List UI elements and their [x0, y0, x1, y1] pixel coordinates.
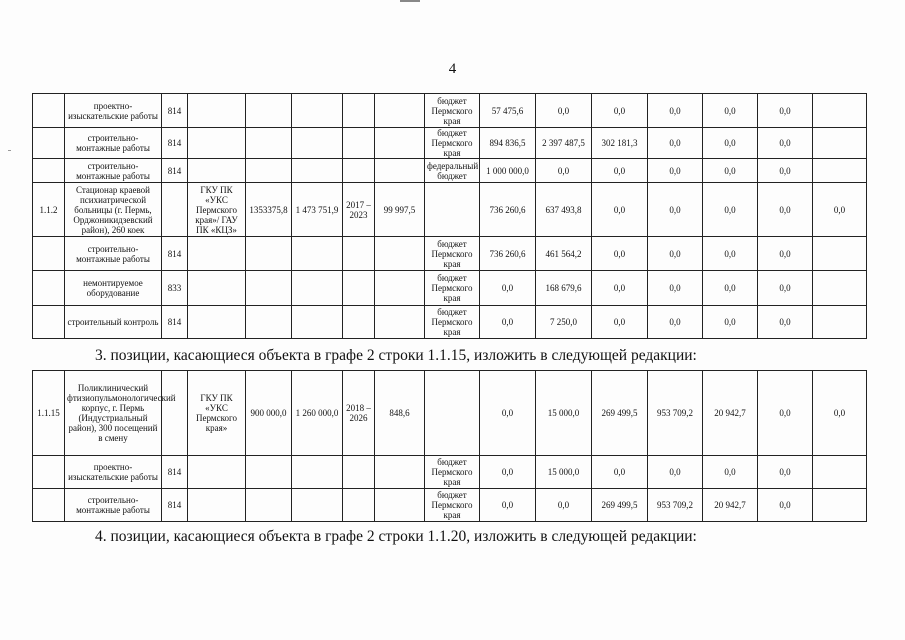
- table-cell: 0,0: [648, 183, 703, 237]
- scan-edge-mark: [8, 150, 11, 151]
- table-cell: строительно-монтажные работы: [65, 237, 162, 271]
- table-cell: бюджет Пермского края: [425, 456, 480, 489]
- table-cell: 168 679,6: [536, 271, 592, 306]
- section-3-heading: 3. позиции, касающиеся объекта в графе 2 строки 1.1.15, изложить в следующей редакции:: [95, 347, 697, 364]
- table-cell: [343, 159, 375, 183]
- table-cell: 833: [162, 271, 188, 306]
- table-cell: [813, 128, 867, 159]
- table-cell: строительно-монтажные работы: [65, 128, 162, 159]
- table-cell: [292, 456, 343, 489]
- table-cell: [425, 371, 480, 456]
- table-cell: 0,0: [592, 159, 648, 183]
- table-cell: [33, 237, 65, 271]
- table-cell: [246, 94, 292, 128]
- table-cell: 1353375,8: [246, 183, 292, 237]
- table-cell: 0,0: [703, 456, 758, 489]
- table-cell: [33, 271, 65, 306]
- table-cell: [292, 159, 343, 183]
- table-cell: 0,0: [813, 183, 867, 237]
- table-row: [33, 456, 867, 489]
- table-cell: 0,0: [648, 306, 703, 339]
- table-cell: проектно-изыскательские работы: [65, 94, 162, 128]
- table-cell: 0,0: [758, 237, 813, 271]
- table-row: [33, 94, 867, 128]
- table-cell: [343, 306, 375, 339]
- table-cell: [813, 456, 867, 489]
- table-row: [33, 271, 867, 306]
- table-cell: [375, 489, 425, 522]
- table-cell: 814: [162, 489, 188, 522]
- table-cell: 15 000,0: [536, 456, 592, 489]
- table-cell: 0,0: [480, 371, 536, 456]
- table-cell: [375, 237, 425, 271]
- table-cell: [246, 271, 292, 306]
- table-cell: 20 942,7: [703, 371, 758, 456]
- table-cell: [33, 128, 65, 159]
- table-cell: бюджет Пермского края: [425, 271, 480, 306]
- table-cell: 2 397 487,5: [536, 128, 592, 159]
- table-cell: [343, 489, 375, 522]
- table-cell: 0,0: [703, 306, 758, 339]
- table-cell: Поликлинический фтизиопульмонологический корпус, г. Пермь (Индустриальный район), 300 посещений в смену: [65, 371, 162, 456]
- table-cell: 0,0: [758, 159, 813, 183]
- table-cell: 15 000,0: [536, 371, 592, 456]
- table-cell: бюджет Пермского края: [425, 94, 480, 128]
- table-cell: [162, 371, 188, 456]
- table-cell: 0,0: [480, 489, 536, 522]
- table-cell: 0,0: [703, 94, 758, 128]
- table-cell: 302 181,3: [592, 128, 648, 159]
- table-cell: [188, 237, 246, 271]
- table-cell: 1 473 751,9: [292, 183, 343, 237]
- table-cell: [246, 159, 292, 183]
- table-cell: 0,0: [758, 456, 813, 489]
- table-cell: 0,0: [703, 237, 758, 271]
- table-cell: 0,0: [703, 183, 758, 237]
- table-cell: 736 260,6: [480, 237, 536, 271]
- table-cell: [292, 489, 343, 522]
- table-cell: [33, 94, 65, 128]
- table-cell: [292, 306, 343, 339]
- table-cell: 0,0: [758, 371, 813, 456]
- table-cell: [343, 128, 375, 159]
- table-cell: 0,0: [592, 271, 648, 306]
- table-cell: 2017 – 2023: [343, 183, 375, 237]
- table-cell: [375, 159, 425, 183]
- table-row: [33, 159, 867, 183]
- table-cell: [188, 94, 246, 128]
- table-cell: ГКУ ПК «УКС Пермского края»: [188, 371, 246, 456]
- table-cell: 0,0: [536, 159, 592, 183]
- table-cell: 0,0: [480, 456, 536, 489]
- table-cell: 848,6: [375, 371, 425, 456]
- table-cell: [813, 306, 867, 339]
- table-cell: 0,0: [592, 94, 648, 128]
- table-cell: 461 564,2: [536, 237, 592, 271]
- table-cell: бюджет Пермского края: [425, 306, 480, 339]
- table-cell: 814: [162, 306, 188, 339]
- table-cell: [343, 456, 375, 489]
- table-cell: [188, 271, 246, 306]
- table-cell: [246, 489, 292, 522]
- table-cell: [813, 159, 867, 183]
- table-cell: [162, 183, 188, 237]
- table-cell: [425, 183, 480, 237]
- table-cell: Стационар краевой психиатрической больницы (г. Пермь, Орджоникидзевский район), 260 коек: [65, 183, 162, 237]
- table-cell: 894 836,5: [480, 128, 536, 159]
- table-cell: 99 997,5: [375, 183, 425, 237]
- table-row: [33, 183, 867, 237]
- table-cell: [188, 456, 246, 489]
- table-cell: 0,0: [813, 371, 867, 456]
- table-cell: 0,0: [480, 306, 536, 339]
- table-cell: бюджет Пермского края: [425, 128, 480, 159]
- table-cell: 0,0: [758, 306, 813, 339]
- table-cell: 736 260,6: [480, 183, 536, 237]
- table-cell: 7 250,0: [536, 306, 592, 339]
- table-cell: 900 000,0: [246, 371, 292, 456]
- table-cell: строительный контроль: [65, 306, 162, 339]
- table-cell: [292, 237, 343, 271]
- table-cell: [375, 128, 425, 159]
- table-cell: 0,0: [648, 159, 703, 183]
- table-cell: 0,0: [648, 271, 703, 306]
- table-cell: [343, 237, 375, 271]
- table-cell: [246, 456, 292, 489]
- table-cell: 0,0: [758, 94, 813, 128]
- table-row: [33, 489, 867, 522]
- table-cell: [188, 489, 246, 522]
- table-cell: [33, 159, 65, 183]
- table-cell: немонтируемое оборудование: [65, 271, 162, 306]
- table-cell: 0,0: [758, 183, 813, 237]
- table-cell: 814: [162, 456, 188, 489]
- table-cell: [246, 128, 292, 159]
- table-cell: [292, 271, 343, 306]
- table-cell: [813, 271, 867, 306]
- page-number: 4: [448, 61, 457, 77]
- table-cell: 1 260 000,0: [292, 371, 343, 456]
- table-cell: 0,0: [648, 94, 703, 128]
- table-row: [33, 306, 867, 339]
- table-cell: 57 475,6: [480, 94, 536, 128]
- table-cell: 0,0: [592, 237, 648, 271]
- table-cell: 1.1.2: [33, 183, 65, 237]
- table-cell: [813, 94, 867, 128]
- section-4-heading: 4. позиции, касающиеся объекта в графе 2 строки 1.1.20, изложить в следующей редакции:: [95, 528, 697, 545]
- table-cell: 953 709,2: [648, 371, 703, 456]
- table-cell: 814: [162, 94, 188, 128]
- table-cell: проектно-изыскательские работы: [65, 456, 162, 489]
- table-row: [33, 128, 867, 159]
- table-cell: 0,0: [480, 271, 536, 306]
- table-cell: 269 499,5: [592, 489, 648, 522]
- table-cell: 0,0: [758, 489, 813, 522]
- table-cell: 814: [162, 159, 188, 183]
- table-cell: 814: [162, 128, 188, 159]
- table-cell: 20 942,7: [703, 489, 758, 522]
- table-cell: 0,0: [703, 159, 758, 183]
- table-cell: [292, 128, 343, 159]
- table-row: [33, 237, 867, 271]
- table-cell: 953 709,2: [648, 489, 703, 522]
- table-cell: [813, 489, 867, 522]
- table-cell: 0,0: [703, 271, 758, 306]
- table-cell: [375, 456, 425, 489]
- table-cell: [813, 237, 867, 271]
- budget-table-part-2: [32, 370, 867, 522]
- table-cell: 0,0: [592, 183, 648, 237]
- table-cell: [375, 306, 425, 339]
- table-cell: ГКУ ПК «УКС Пермского края»/ ГАУ ПК «КЦЗ»: [188, 183, 246, 237]
- table-cell: [246, 306, 292, 339]
- table-row: [33, 371, 867, 456]
- table-cell: [33, 489, 65, 522]
- table-cell: 0,0: [592, 306, 648, 339]
- table-cell: 637 493,8: [536, 183, 592, 237]
- table-cell: строительно-монтажные работы: [65, 489, 162, 522]
- table-cell: 1.1.15: [33, 371, 65, 456]
- table-cell: 0,0: [648, 128, 703, 159]
- table-cell: [33, 306, 65, 339]
- table-cell: строительно-монтажные работы: [65, 159, 162, 183]
- table-cell: 2018 – 2026: [343, 371, 375, 456]
- table-cell: 0,0: [536, 489, 592, 522]
- table-cell: [188, 159, 246, 183]
- table-cell: 0,0: [758, 128, 813, 159]
- table-cell: бюджет Пермского края: [425, 489, 480, 522]
- table-cell: 0,0: [703, 128, 758, 159]
- table-cell: федеральный бюджет: [425, 159, 480, 183]
- table-cell: 269 499,5: [592, 371, 648, 456]
- table-cell: 814: [162, 237, 188, 271]
- table-cell: [292, 94, 343, 128]
- scan-mark: [400, 0, 420, 2]
- budget-table-part-1: [32, 93, 867, 339]
- table-cell: 0,0: [758, 271, 813, 306]
- table-cell: 0,0: [648, 456, 703, 489]
- table-cell: [375, 271, 425, 306]
- table-cell: 0,0: [536, 94, 592, 128]
- table-cell: [188, 128, 246, 159]
- table-cell: [343, 271, 375, 306]
- table-cell: [33, 456, 65, 489]
- table-cell: бюджет Пермского края: [425, 237, 480, 271]
- table-cell: 0,0: [648, 237, 703, 271]
- table-cell: [375, 94, 425, 128]
- table-cell: [343, 94, 375, 128]
- table-cell: [188, 306, 246, 339]
- table-cell: [246, 237, 292, 271]
- table-cell: 1 000 000,0: [480, 159, 536, 183]
- table-cell: 0,0: [592, 456, 648, 489]
